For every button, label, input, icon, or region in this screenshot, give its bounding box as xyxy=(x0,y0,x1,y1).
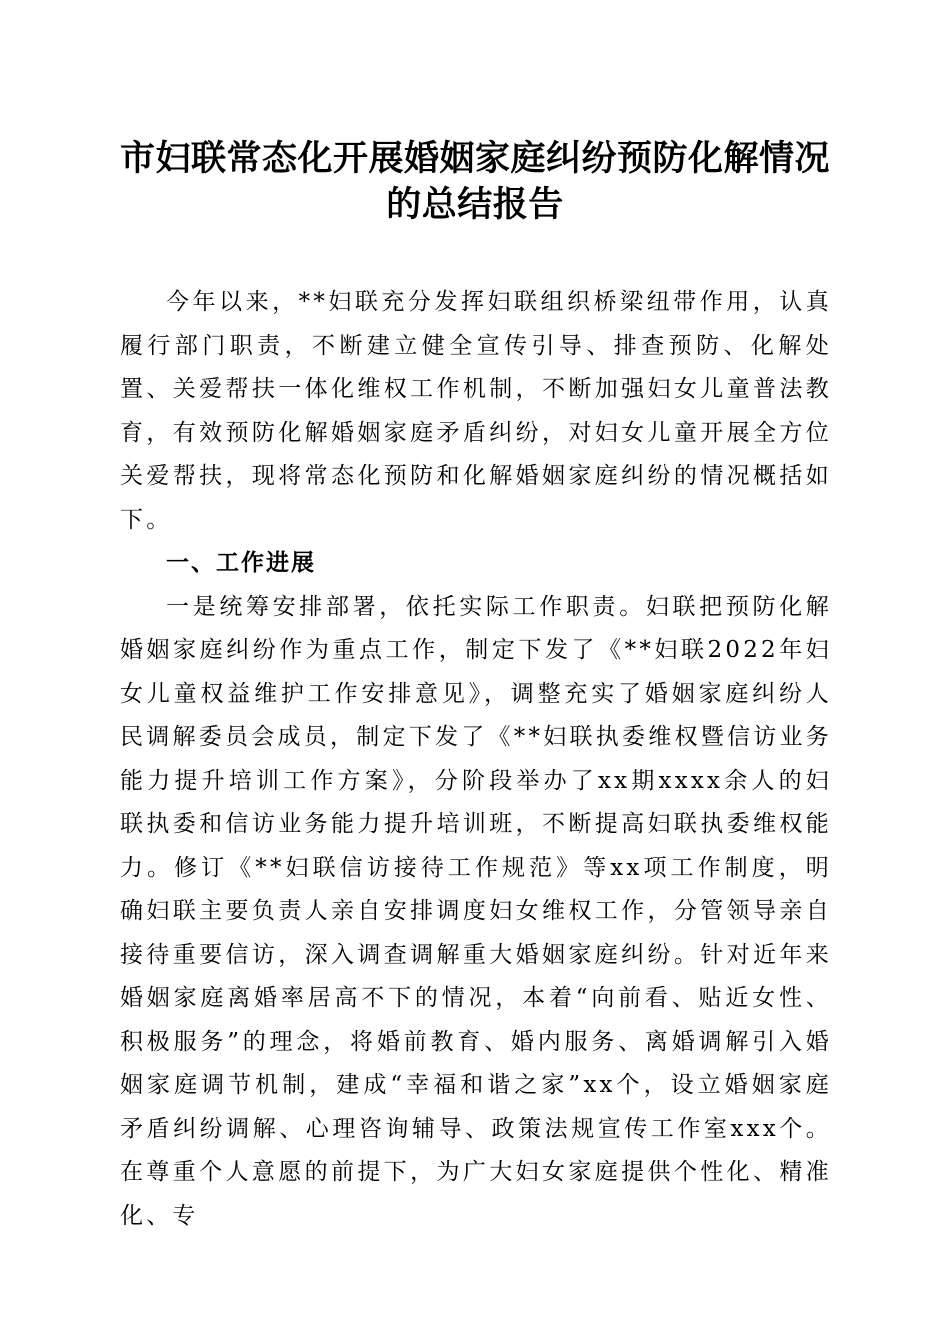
section-heading-progress: 一、工作进展 xyxy=(166,550,316,576)
document-body xyxy=(120,281,832,1238)
intro-paragraph: 今年以来，**妇联充分发挥妇联组织桥梁纽带作用，认真履行部门职责，不断建立健全宣传引导、排查预防、化解处置、关爱帮扶一体化维权工作机制，不断加强妇女儿童普法教育，有效预防化解婚姻家庭矛盾纠纷，对妇女儿童开展全方位关爱帮扶，现将常态化预防和化解婚姻家庭纠纷的情况概括如下。 xyxy=(120,289,832,533)
section-paragraph-1: 一是统筹安排部署，依托实际工作职责。妇联把预防化解婚姻家庭纠纷作为重点工作，制定下发了《**妇联2022年妇女儿童权益维护工作安排意见》，调整充实了婚姻家庭纠纷人民调解委员会成员，制定下发了《**妇联执委维权暨信访业务能力提升培训工作方案》，分阶段举办了xx期xxxx余人的妇联执委和信访业务能力提升培训班，不断提高妇联执委维权能力。修订《**妇联信访接待工作规范》等xx项工作制度，明确妇联主要负责人亲自安排调度妇女维权工作，分管领导亲自接待重要信访，深入调查调解重大婚姻家庭纠纷。针对近年来婚姻家庭离婚率居高不下的情况，本着“向前看、贴近女性、积极服务”的理念，将婚前教育、婚内服务、离婚调解引入婚姻家庭调节机制，建成“幸福和谐之家”xx个，设立婚姻家庭矛盾纠纷调解、心理咨询辅导、政策法规宣传工作室xxx个。在尊重个人意愿的前提下，为广大妇女家庭提供个性化、精准化、专 xyxy=(120,593,832,1229)
document-title xyxy=(100,136,850,228)
title-line-1: 市妇联常态化开展婚姻家庭纠纷预防化解情况 xyxy=(119,138,830,179)
title-line-2: 的总结报告 xyxy=(386,184,564,225)
